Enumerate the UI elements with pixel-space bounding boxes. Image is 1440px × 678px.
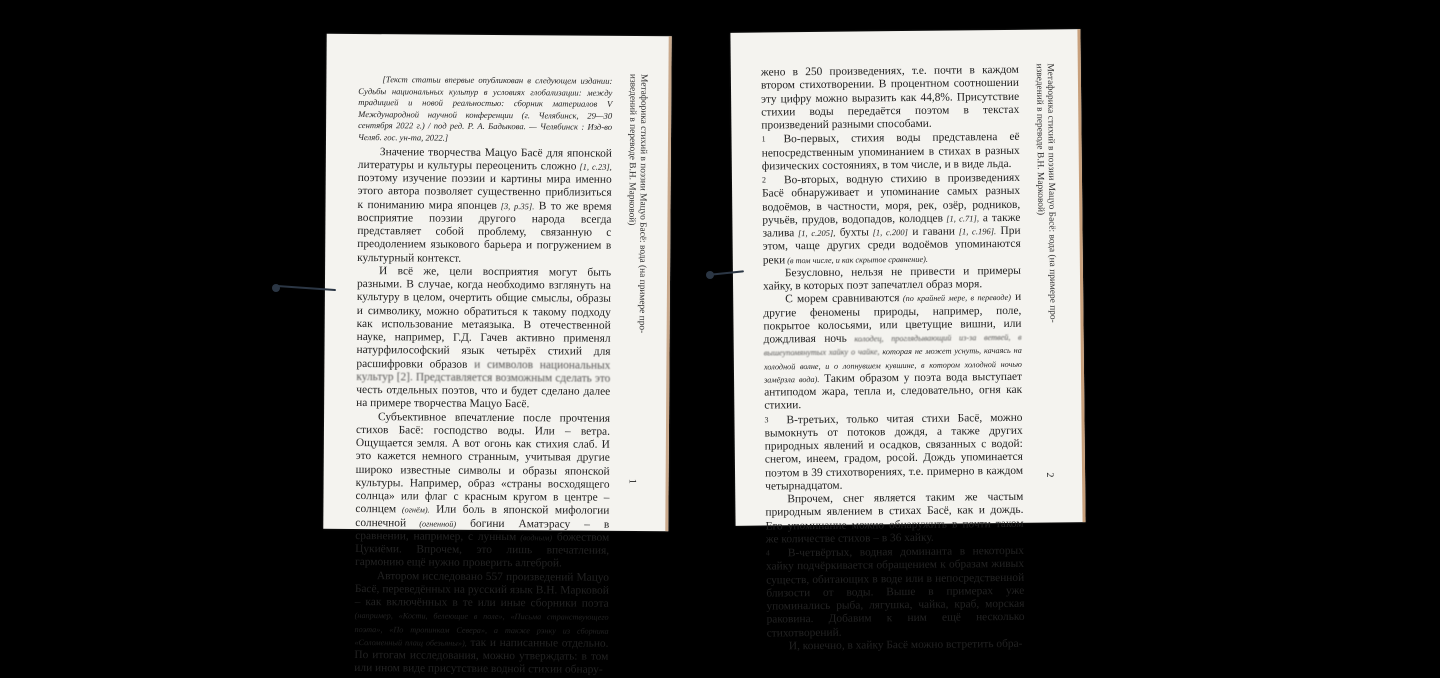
binding-knot-right <box>706 271 714 279</box>
citation: [1, с.200] <box>868 226 908 238</box>
text: Или боль в японской мифологии солнечной <box>355 503 610 529</box>
text: В-четвёртых, водная доминанта в некоторых хайку подчёркивается обращением к образам живых существ, обитающих в воде или в непосредственной близости от воды. Выше в примерах уже упоминались рыба, лягушка, чайка, краб, морская раковина. Добавим к ним ещё несколько стихотворений. <box>765 544 1025 639</box>
page-edge <box>1077 29 1085 522</box>
text: так и написанные отдельно. По итогам исследования, можно утверждать: в том или ином виде присутствие водной стихии обнару- <box>354 636 609 677</box>
page-number: 1 <box>626 478 638 484</box>
text: а также залива <box>762 211 1021 240</box>
left-page <box>323 34 671 677</box>
text: В то же время восприятие поэзии другого народа всегда представляет собой проблему, связанную с преодолением языкового барьера и погружением в культурный контекст. <box>357 199 612 265</box>
italic-note: (по крайней мере, в переводе) <box>899 293 1011 304</box>
text: божеством Цукиёми. Впрочем, это лишь впечатления, гармонию ещё нужно проверить алгеброй. <box>355 531 610 570</box>
text: бухты <box>835 226 869 239</box>
list-number: 1 <box>761 134 766 144</box>
text: честь отдельных поэтов, что и будет сделано далее на примере творчества Мацуо Басё. <box>356 384 611 411</box>
citation: [1, с.205], <box>794 227 836 239</box>
text: При этом, чаще других среди водоёмов упоминаются реки <box>762 224 1021 267</box>
right-body <box>761 64 1025 654</box>
text: и другие феномены природы, например, поле, покрытое колосьями, или цветущие вишни, или дождливая ночь <box>763 291 1022 346</box>
text: Автором исследовано 557 произведений Мацуо Басё, переведённых на русский язык В.Н. Марковой – как включённых в те или иные сборники поэта <box>354 569 609 610</box>
right-page <box>730 29 1085 653</box>
italic-note: (водным) <box>516 532 553 543</box>
citation: [1, с.71], <box>942 213 979 224</box>
text: поэтому изучение поэзии и картины мира именно этого автора позволяет существенно приблизиться к пониманию мира японцев <box>357 172 612 212</box>
italic-note: (в том числе, и как скрытое сравнение). <box>785 254 928 265</box>
paragraph <box>357 146 612 267</box>
editor-note: [Текст статьи впервые опубликован в следующем издании: Судьбы национальных культур в условиях глобализации: между традицией и новой реальностью: сборник материалов V Международной научной конференции (г. Челябинск, 29—30 сентября 2022 г.) / под ред. Р. А. Бадыкова. — Челябинск : Изд-во Челяб. гос. ун-та, 2022.] <box>357 74 613 143</box>
blurred-text: и символов национальных культур [2]. Представляется возможным сделать это <box>356 358 611 385</box>
paragraph <box>766 544 1025 640</box>
text: В-третьих, только читая стихи Басё, можно вымокнуть от потоков дождя, а также других природных явлений и осадков, связанных с водой: снегом, инеем, градом, росой. Дождь упоминается поэтом в 39 стихотворениях, т.е. примерно в каждом четырнадцатом. <box>764 411 1024 493</box>
paragraph: Впрочем, снег является таким же частым природным явлением в стихах Басё, как и дождь. Его упоминание можно обнаружить в почти таком же количестве стихов – в 36 хайку. <box>765 490 1024 546</box>
running-head <box>1033 63 1058 322</box>
italic-note: (например, «Кости, белеющие в поле», «Письма странствующего поэта», «По тропинкам Севера», а также рэнку из сборника «Соломенный плащ обезьяны»), <box>354 611 609 648</box>
running-head <box>625 74 649 333</box>
paragraph <box>356 265 611 413</box>
paragraph <box>761 130 1019 173</box>
paragraph <box>764 410 1023 493</box>
text: С морем сравниваются <box>785 292 900 306</box>
paragraph: И, конечно, в хайку Басё можно встретить обра- <box>788 637 1023 653</box>
blurred-text: колодец, проглядывающий из-за ветвей, в вышеупомянутых хайку о чайке, <box>763 332 1022 358</box>
citation: [1, с.196]. <box>954 226 997 237</box>
left-body <box>354 74 612 677</box>
page-edge <box>665 36 671 531</box>
list-number: 4 <box>765 548 770 558</box>
list-number: 3 <box>764 414 769 425</box>
text: И всё же, цели восприятия могут быть разными. В случае, когда необходимо взглянуть на культуру в целом, очертить общие смыслы, образы и символику, можно обратиться к такому подходу как использование метаязыка. В отечественной науке, например, Г.Д. Гачев активно применял натурфилософский язык четырёх стихий для расшифровки образов <box>356 264 612 371</box>
text: Во-вторых, водную стихию в произведениях Басё обнаруживает и упоминание самых разных водоёмов, в частности, моря, рек, озёр, родников, ручьёв, прудов, водопадов, колодцев <box>762 171 1021 227</box>
list-number: 2 <box>761 175 767 185</box>
page-number: 2 <box>1044 472 1056 478</box>
paragraph: Безусловно, нельзя не привести и примеры хайку, в которых поэт запечатлел образ моря. <box>763 264 1021 293</box>
paragraph <box>762 171 1021 267</box>
italic-note: которая не может уснуть, качаясь на холодной волне, и о лопнувшем кувшине, в котором холодной ночью замёрзла вода). <box>763 346 1022 385</box>
text: Во-первых, стихия воды представлена её непосредственным упоминанием в стихах в разных физических состояниях, в том числе, и в виде льда. <box>761 131 1020 173</box>
paragraph <box>355 411 610 572</box>
italic-note: (огненной) <box>406 518 457 529</box>
text: и гавани <box>907 225 956 238</box>
italic-note: (огнём). <box>396 505 430 515</box>
paragraph <box>763 291 1022 413</box>
running-head-text: Метафорика стихий в поэзии Мацуо Басё: вода (на примере про- изведений в переводе В.Н. Марковой) <box>626 73 649 334</box>
text: богини Аматэрасу – в сравнении, например, с лунным <box>355 517 610 543</box>
running-head-text: Метафорика стихий в поэзии Мацуо Басё: вода (на примере про- изведений в переводе В.Н. Марковой) <box>1033 63 1058 323</box>
text: Субъективное впечатление после прочтения стихов Басё: господство воды. Или – ветра. Ощущается земля. А вот огонь как стихия слаб. И это кажется немного странным, учитывая другие широко известные символы и образы японской культуры. Например, образ «страны восходящего солнца» или флаг с красным кругом в центре – солнцем <box>355 410 611 516</box>
text: Таким образом у поэта вода выступает антиподом жара, тепла и, следовательно, огня как стихии. <box>764 370 1023 412</box>
text: Значение творчества Мацуо Басё для японской литературы и культуры переоценить сложно <box>357 145 612 173</box>
binding-knot-left <box>272 284 280 292</box>
paragraph <box>354 570 609 678</box>
citation: [3, p.35]. <box>496 200 535 211</box>
paragraph: жено в 250 произведениях, т.е. почти в каждом втором стихотворении. В процентном соотношении эту цифру можно выразить как 44,8%. Присутствие стихии воды передаётся поэтом в текстах произведений разными способами. <box>760 63 1020 132</box>
citation: [1, с.23], <box>576 161 612 172</box>
